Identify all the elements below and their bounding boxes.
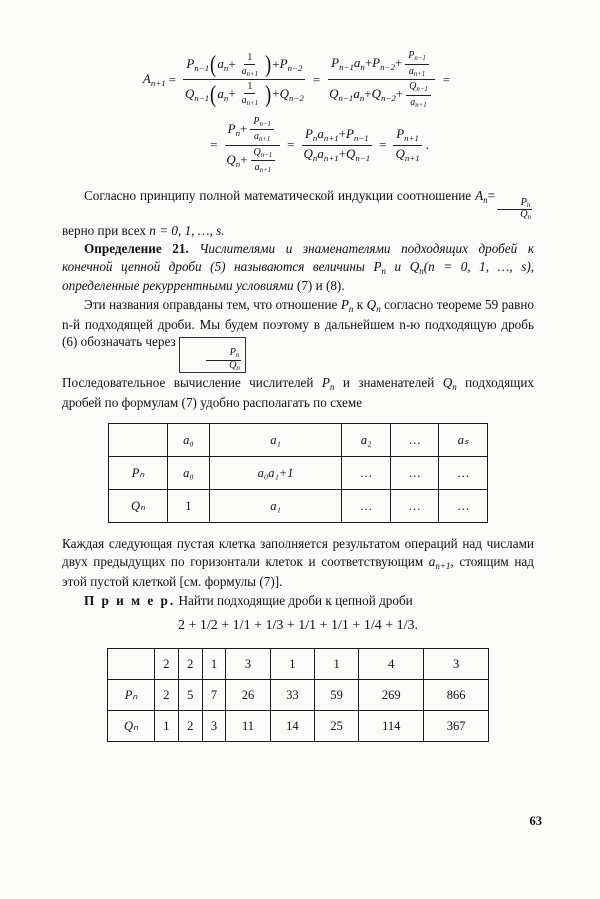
cell: … (342, 490, 391, 523)
p1-text-a: Согласно принципу полной математической индукции соотношение (84, 188, 476, 204)
row-label (109, 424, 168, 457)
scheme-table-wrap (62, 423, 534, 523)
cell: 2 (155, 680, 179, 711)
row-label (108, 649, 155, 680)
cell: … (390, 424, 439, 457)
table-row (108, 711, 489, 742)
row-label: Qₙ (108, 711, 155, 742)
cell: 59 (315, 680, 359, 711)
fraction-3: $P_n+$ $\frac{P_{n-1}}{a_{n+1}}$ $Q_n+$ $\frac{Q_{n-1}}{a_{n+1}}$ (223, 116, 281, 176)
cell: a₀ (168, 457, 210, 490)
example-text: Найти подходящие дроби к цепной дроби (175, 593, 413, 608)
scheme-table (108, 423, 488, 523)
cell: 5 (178, 680, 202, 711)
cell: 269 (359, 680, 424, 711)
paragraph-fill-rule (62, 535, 534, 590)
cell: 3 (424, 649, 489, 680)
table-row (109, 457, 488, 490)
p3-text-b: согласно теореме 59 равно (380, 296, 534, 312)
cell: 11 (226, 711, 270, 742)
formula-period: . (425, 137, 429, 153)
example-table (107, 648, 489, 742)
cell: a₁ (209, 424, 342, 457)
formula-line-1: $A_{n+1}$ = $P_{n-1}(a_n+$ $\frac{1}{a_{n+1}}$ )$+P_{n-2}$ $Q_{n-1}(a_n+$ $\frac{1}{a_{n+1}}$ )$+Q_{n-2}$ = $P_{n-1}a_n+P_{n-2}+$ $\frac{P_{n-1}}{a_{n+1}}$ $Q_{n-1}a_n+Q_{n-2}+$ $\frac{Q_{n-1}}{a_{n+1}}$ = (142, 50, 451, 110)
cell: 114 (359, 711, 424, 742)
example-heading: П р и м е р. (84, 593, 176, 608)
p3-text-g: подходящих дробей по формулам (7) удобно располагать по схеме (62, 375, 534, 411)
p3-text-c: n-й подходящей дроби. Мы будем поэтому в дальнейшем (62, 316, 400, 332)
cell: … (439, 457, 488, 490)
table-row (109, 424, 488, 457)
p3-Qn: $Q_n$ (442, 375, 457, 393)
cell: … (390, 490, 439, 523)
main-formula (62, 50, 534, 175)
page-number: 63 (529, 814, 542, 828)
definition-heading: Определение 21. (84, 241, 189, 257)
cell: a₀ (168, 424, 210, 457)
p1-fraction: $\frac{P_n}{Q_n}$ (496, 198, 533, 222)
p4-text-a: Каждая следующая пустая клетка заполняется результатом операций над числами двух предыдущих по горизонтали клеток и соответствующим (62, 536, 534, 569)
cell: 1 (155, 711, 179, 742)
cell: 4 (359, 649, 424, 680)
cell: 367 (424, 711, 489, 742)
example-table-wrap (62, 648, 534, 742)
definition-text: Числителями и знаменателями подходящих дробей к конечной цепной дроби (5) называются величины (62, 241, 534, 274)
cell: 7 (202, 680, 226, 711)
definition-refs: (7) и (8). (293, 278, 345, 294)
cell: 3 (202, 711, 226, 742)
p4-text-b: , стоящим над этой пустой клеткой [см. формулы (7)]. (62, 553, 534, 589)
formula-lhs: $A_{n+1}$ (142, 70, 166, 88)
definition-range: (n = 0, 1, …, s), определенные рекуррентными условиями (62, 258, 535, 294)
cell: … (439, 490, 488, 523)
fraction-2: $P_{n-1}a_n+P_{n-2}+$ $\frac{P_{n-1}}{a_{n+1}}$ $Q_{n-1}a_n+Q_{n-2}+$ $\frac{Q_{n-1}}{a_{n+1}}$ (326, 50, 437, 110)
cell: 1 (168, 490, 210, 523)
page-content (62, 36, 534, 754)
p3-text-a: Эти названия оправданы тем, что отношение (84, 296, 341, 312)
p3-text-e: Последовательное вычисление числителей (62, 375, 322, 391)
cell: a₂ (342, 424, 391, 457)
cell: 866 (424, 680, 489, 711)
cell: 1 (315, 649, 359, 680)
p1-An: $A_n$ (475, 188, 488, 205)
cell: 1 (270, 649, 314, 680)
fraction-1: $P_{n-1}(a_n+$ $\frac{1}{a_{n+1}}$ )$+P_{n-2}$ $Q_{n-1}(a_n+$ $\frac{1}{a_{n+1}}$ )$+Q_{n-2}$ (184, 51, 304, 109)
p1-text-b: верно при всех (62, 222, 150, 238)
cell: 2 (178, 649, 202, 680)
fraction-5: $\frac{P_{n+1}}{Q_{n+1}}$ (393, 127, 423, 163)
row-label: Pₙ (108, 680, 155, 711)
p3-Pn: $P_n$ (321, 375, 335, 393)
p4-a-symbol: $a_{n+1}$ (428, 553, 451, 571)
cell: 33 (270, 680, 314, 711)
table-row (108, 680, 489, 711)
cell: a₀a₁+1 (209, 457, 342, 490)
cell: 1 (202, 649, 226, 680)
cell: 2 (155, 649, 179, 680)
row-label: Qₙ (109, 490, 168, 523)
fraction-4: $\frac{P_na_{n+1}+P_{n-1}}{Q_na_{n+1}+Q_{n-1}}$ (303, 126, 371, 163)
p3-Q: $Q_n$ (366, 296, 381, 314)
paragraph-example (62, 592, 534, 609)
table-row (109, 490, 488, 523)
table-row (108, 649, 489, 680)
paragraph-explanation-cont: Последовательное вычисление числителей $P_n$ и знаменателей $Q_n$ подходящих дробей по формулам (7) удобно располагать по схеме (62, 375, 534, 411)
cell: 3 (226, 649, 270, 680)
paragraph-induction: Согласно принципу полной математической индукции соотношение $A_n=$ $\frac{P_n}{Q_n}$ верно при всех n = 0, 1, …, s. (62, 188, 531, 238)
example-expression: 2 + 1/2 + 1/1 + 1/3 + 1/1 + 1/1 + 1/4 + 1/3. (178, 618, 418, 634)
row-label: Pₙ (109, 457, 168, 490)
cell: … (342, 457, 391, 490)
p1-range: n = 0, 1, …, s. (149, 222, 225, 238)
cell: 26 (226, 680, 270, 711)
cell: a₁ (209, 490, 342, 523)
cell: 25 (315, 711, 359, 742)
definition-P: $P_n$ (373, 258, 386, 276)
definition-Q: $Q_n$ (409, 258, 424, 276)
cell: aₛ (439, 424, 488, 457)
formula-line-2: = $P_n+$ $\frac{P_{n-1}}{a_{n+1}}$ $Q_n+$ $\frac{Q_{n-1}}{a_{n+1}}$ = $\frac{P_na_{n+1}+P_{n-1}}{Q_na_{n+1}+Q_{n-1}}$ = $\frac{P_{n+1}}{Q_{n+1}}$ . (210, 115, 429, 175)
p3-boxed-fraction: $\frac{P_n}{Q_n}$ (179, 337, 246, 374)
p3-P: $P_n$ (340, 296, 354, 314)
cell: 2 (178, 711, 202, 742)
paragraph-definition-21: Определение 21. Числителями и знаменателями подходящих дробей к конечной цепной дроби (5) называются величины $P_n$ и $Q_n(n = 0$, 1, …, s), определенные рекуррентными условиями (7) и (8). (62, 241, 535, 294)
paragraph-explanation: Эти названия оправданы тем, что отношение $P_n$ к $Q_n$ согласно теореме 59 равно n-й подходящей дроби. Мы будем поэтому в дальнейшем n-ю подходящую дробь (6) обозначать через $\frac{P_n}{Q_n}$ (62, 296, 534, 373)
cell: … (390, 457, 439, 490)
cell: 14 (270, 711, 314, 742)
p3-text-d: n-ю подходящую дробь (6) обозначать через (62, 316, 534, 349)
